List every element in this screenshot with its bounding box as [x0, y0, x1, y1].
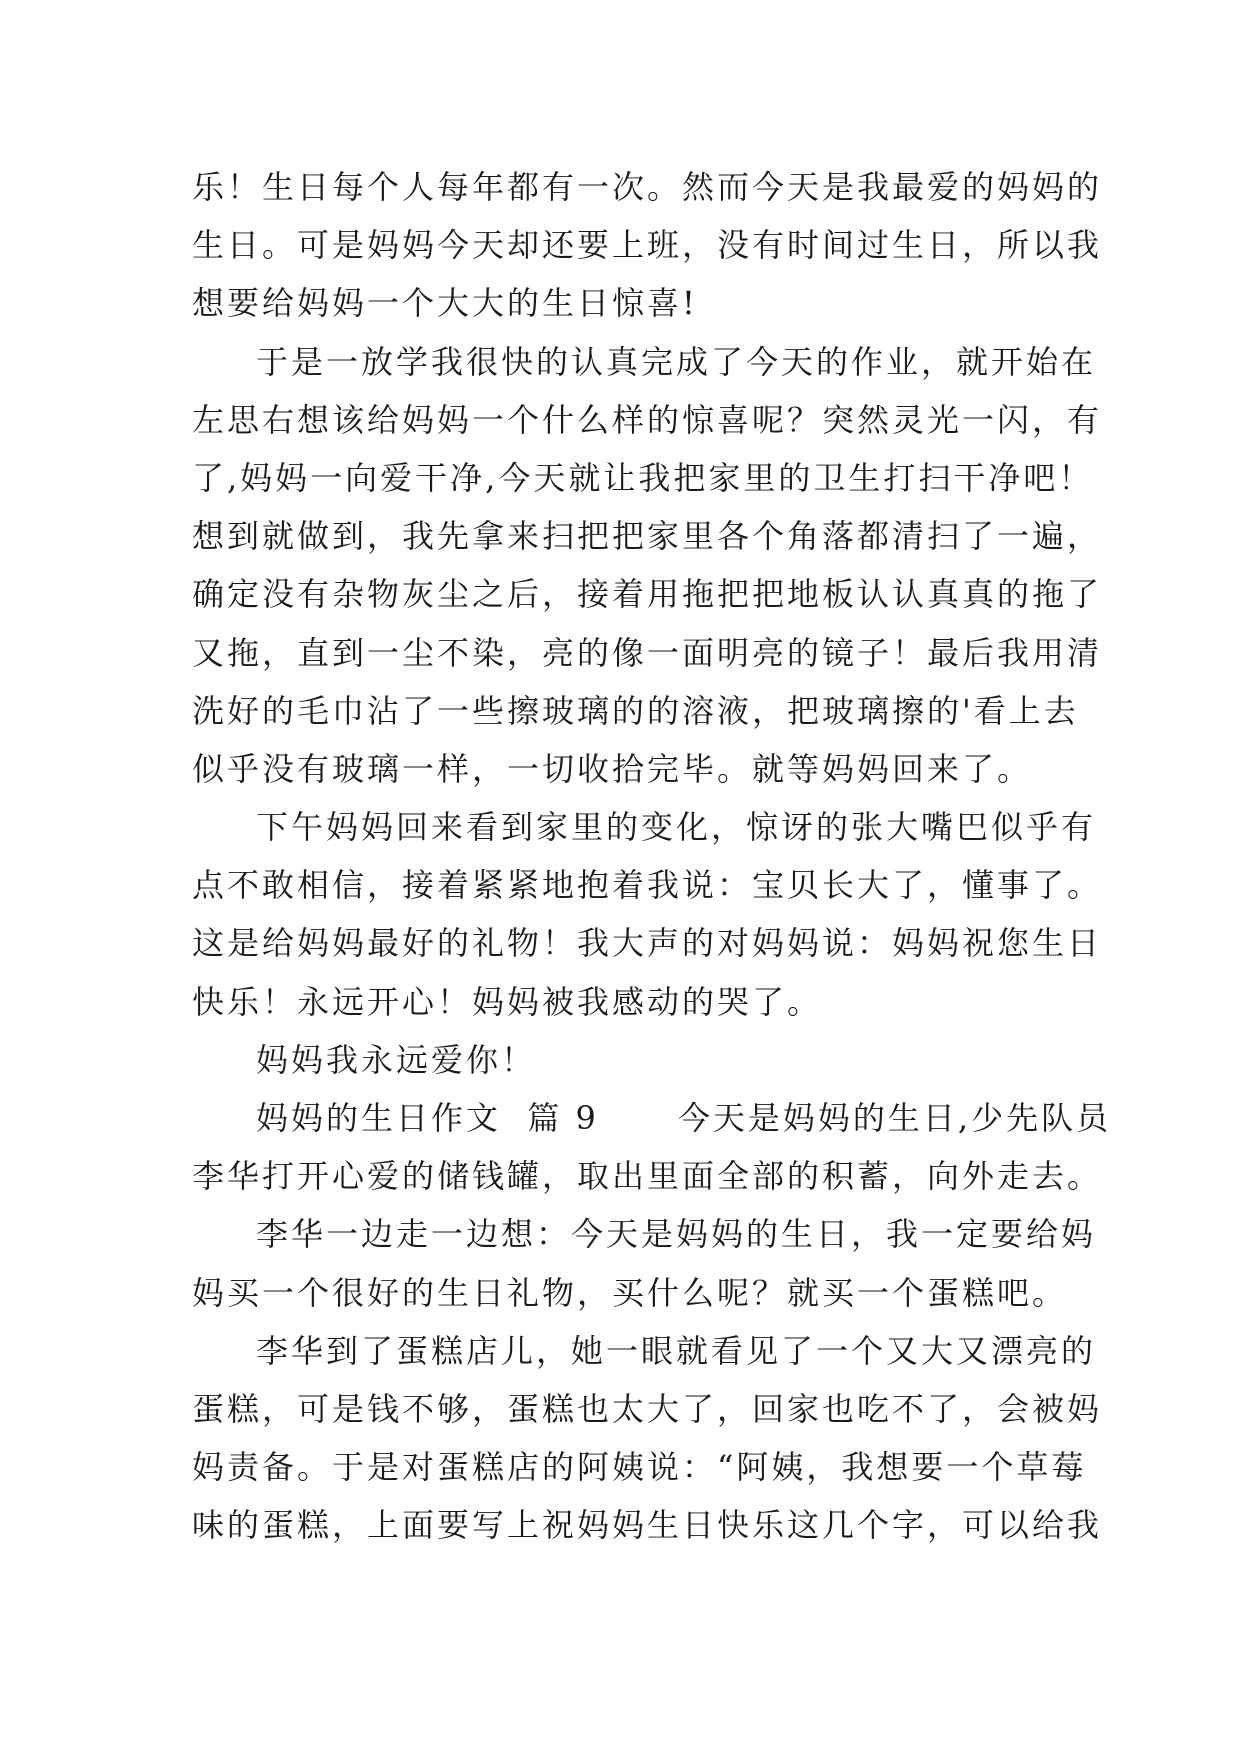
text-line: 李华到了蛋糕店儿，她一眼就看见了一个又大又漂亮的: [256, 1331, 1097, 1370]
text-line: 下午妈妈回来看到家里的变化，惊讶的张大嘴巴似乎有: [256, 808, 1097, 847]
text-line: 又拖，直到一尘不染，亮的像一面明亮的镜子！最后我用清: [192, 633, 1103, 672]
text-line: 这是给妈妈最好的礼物！我大声的对妈妈说：妈妈祝您生日: [192, 924, 1103, 963]
text-line: 点不敢相信，接着紧紧地抱着我说：宝贝长大了，懂事了。: [192, 866, 1103, 905]
text-line: 乐！生日每个人每年都有一次。然而今天是我最爱的妈妈的: [192, 168, 1103, 206]
text-line: 妈妈的生日作文 篇 9 今天是妈妈的生日,少先队员: [256, 1099, 1112, 1137]
text-line: 妈买一个很好的生日礼物，买什么呢？就买一个蛋糕吧。: [192, 1273, 1068, 1312]
text-line: 想到就做到，我先拿来扫把把家里各个角落都清扫了一遍，: [192, 517, 1103, 556]
text-line: 生日。可是妈妈今天却还要上班，没有时间过生日，所以我: [192, 226, 1103, 265]
text-line: 李华一边走一边想：今天是妈妈的生日，我一定要给妈: [256, 1215, 1097, 1254]
text-line: 似乎没有玻璃一样，一切收拾完毕。就等妈妈回来了。: [192, 749, 1033, 788]
text-line: 了,妈妈一向爱干净,今天就让我把家里的卫生打扫干净吧！: [192, 458, 1094, 497]
text-line: 想要给妈妈一个大大的生日惊喜!: [192, 284, 698, 323]
text-line: 蛋糕，可是钱不够，蛋糕也太大了，回家也吃不了，会被妈: [192, 1389, 1103, 1428]
text-line: 于是一放学我很快的认真完成了今天的作业，就开始在: [256, 342, 1097, 381]
text-line: 味的蛋糕，上面要写上祝妈妈生日快乐这几个字，可以给我: [192, 1506, 1103, 1545]
text-line: 洗好的毛巾沾了一些擦玻璃的的溶液，把玻璃擦的'看上去: [192, 691, 1079, 730]
text-line: 妈责备。于是对蛋糕店的阿姨说：“阿姨，我想要一个草莓: [192, 1448, 1087, 1487]
text-line: 确定没有杂物灰尘之后，接着用拖把把地板认认真真的拖了: [192, 575, 1103, 614]
text-line: 李华打开心爱的储钱罐，取出里面全部的积蓄，向外走去。: [192, 1157, 1103, 1196]
text-line: 妈妈我永远爱你！: [256, 1040, 537, 1079]
text-line: 左思右想该给妈妈一个什么样的惊喜呢？突然灵光一闪，有: [192, 400, 1103, 439]
text-line: 快乐！永远开心！妈妈被我感动的哭了。: [192, 982, 823, 1021]
essay-text: [192, 158, 1112, 1555]
